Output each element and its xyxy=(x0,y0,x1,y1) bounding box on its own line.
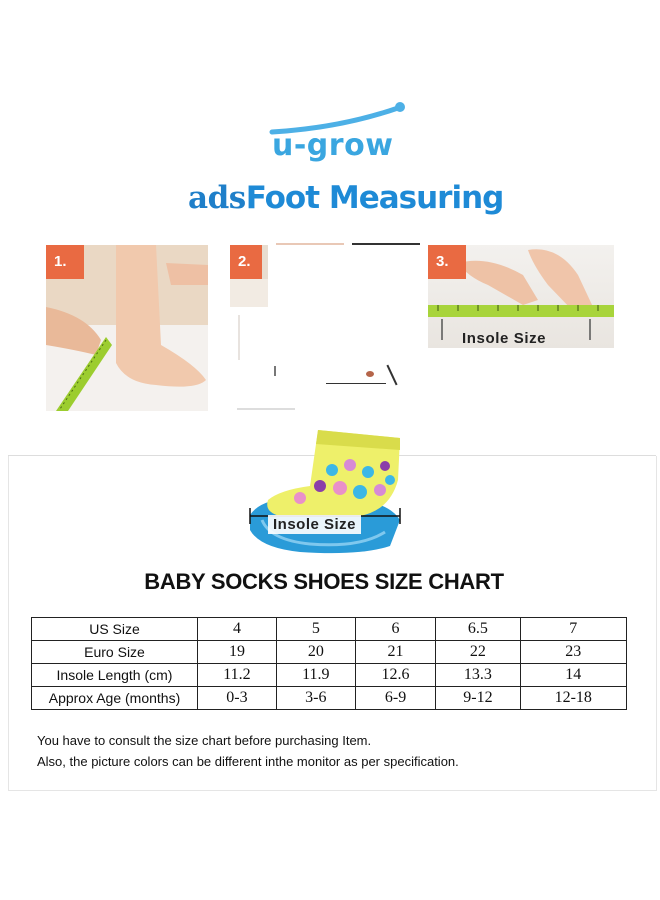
fragment-line xyxy=(386,365,397,386)
fragment-line xyxy=(352,243,420,245)
insole-size-label: Insole Size xyxy=(268,515,361,534)
table-cell: 22 xyxy=(436,641,520,664)
heading-prefix: ads xyxy=(188,180,246,216)
row-label: Euro Size xyxy=(32,641,198,664)
table-cell: 19 xyxy=(198,641,277,664)
page-heading xyxy=(188,180,503,216)
step-2-photo xyxy=(230,245,268,307)
fragment-line xyxy=(237,408,295,410)
fragment-line xyxy=(276,243,344,245)
table-cell: 13.3 xyxy=(436,664,520,687)
table-cell: 7 xyxy=(520,618,626,641)
table-cell: 5 xyxy=(276,618,355,641)
step-1-photo xyxy=(46,245,208,411)
table-row xyxy=(32,664,627,687)
fragment-dot xyxy=(366,371,374,377)
color-disclaimer-note: Also, the picture colors can be different inthe monitor as per specification. xyxy=(37,754,459,769)
brand-logo xyxy=(250,100,410,175)
fragment-line xyxy=(326,383,386,384)
step-1-badge: 1. xyxy=(46,245,84,279)
table-cell: 12-18 xyxy=(520,687,626,710)
step-3-photo xyxy=(428,245,614,348)
row-label: Approx Age (months) xyxy=(32,687,198,710)
heading-main: Foot Measuring xyxy=(245,180,504,216)
table-row xyxy=(32,687,627,710)
logo-text: u-grow xyxy=(272,128,394,163)
step-2-badge: 2. xyxy=(230,245,262,279)
step-3-caption: Insole Size xyxy=(462,330,547,347)
table-cell: 0-3 xyxy=(198,687,277,710)
row-label: Insole Length (cm) xyxy=(32,664,198,687)
row-label: US Size xyxy=(32,618,198,641)
table-cell: 23 xyxy=(520,641,626,664)
table-cell: 20 xyxy=(276,641,355,664)
step-3-badge: 3. xyxy=(428,245,466,279)
table-cell: 21 xyxy=(355,641,436,664)
size-chart-note: You have to consult the size chart before purchasing Item. xyxy=(37,733,372,748)
size-chart-table xyxy=(31,617,627,710)
fragment-line xyxy=(274,366,276,376)
table-cell: 14 xyxy=(520,664,626,687)
table-cell: 6.5 xyxy=(436,618,520,641)
table-cell: 11.9 xyxy=(276,664,355,687)
baby-sock-shoe-image xyxy=(240,420,410,560)
fragment-line xyxy=(238,315,240,360)
table-row xyxy=(32,618,627,641)
table-cell: 12.6 xyxy=(355,664,436,687)
table-cell: 6 xyxy=(355,618,436,641)
table-cell: 11.2 xyxy=(198,664,277,687)
table-cell: 9-12 xyxy=(436,687,520,710)
table-cell: 6-9 xyxy=(355,687,436,710)
table-cell: 4 xyxy=(198,618,277,641)
table-cell: 3-6 xyxy=(276,687,355,710)
table-row xyxy=(32,641,627,664)
size-chart-title: BABY SOCKS SHOES SIZE CHART xyxy=(144,569,504,594)
